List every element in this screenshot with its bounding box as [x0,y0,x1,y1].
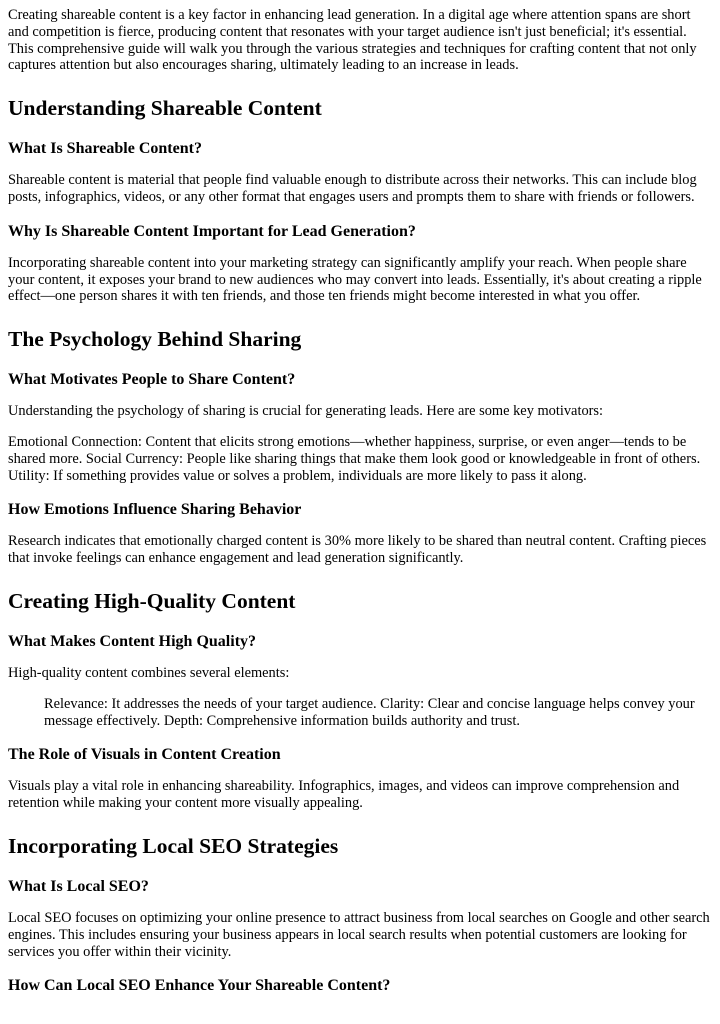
subsection-heading: The Role of Visuals in Content Creation [8,746,281,764]
paragraph: Visuals play a vital role in enhancing shareability. Infographics, images, and videos can improve comprehension and retention while making your content more visually appealing. [8,778,680,812]
paragraph: High-quality content combines several elements: [8,664,290,681]
subsection-heading: What Motivates People to Share Content? [8,371,296,389]
quality-list-quote: Relevance: It addresses the needs of your target audience. Clarity: Clear and concise language helps convey your message effectively. Depth: Comprehensive information builds authority and trust. [44,695,695,729]
paragraph: Research indicates that emotionally charged content is 30% more likely to be shared than neutral content. Crafting pieces that invoke feelings can enhance engagement and lead generation significantly. [8,533,707,567]
subsection-heading: How Emotions Influence Sharing Behavior [8,501,302,519]
intro-paragraph: Creating shareable content is a key factor in enhancing lead generation. In a digital age where attention spans are short and competition is fierce, producing content that resonates with your target audience isn't just beneficial; it's essential. This comprehensive guide will walk you through the various strategies and techniques for crafting content that not only captures attention but also encourages sharing, ultimately leading to an increase in leads. [8,7,697,74]
section-heading: The Psychology Behind Sharing [8,327,302,352]
paragraph: Understanding the psychology of sharing is crucial for generating leads. Here are some key motivators: [8,403,604,420]
subsection-heading: How Can Local SEO Enhance Your Shareable Content? [8,977,391,995]
article [0,7,720,995]
subsection-heading: What Is Local SEO? [8,877,149,895]
subsection-heading: What Makes Content High Quality? [8,632,257,650]
section-heading: Incorporating Local SEO Strategies [8,833,339,858]
subsection-heading: Why Is Shareable Content Important for Lead Generation? [8,222,416,240]
paragraph: Local SEO focuses on optimizing your online presence to attract business from local searches on Google and other search engines. This includes ensuring your business appears in local search results when potential customers are looking for services you offer within their vicinity. [8,909,710,960]
paragraph: Shareable content is material that people find valuable enough to distribute across their networks. This can include blog posts, infographics, videos, or any other format that engages users and prompts them to share with friends or followers. [8,172,697,205]
section-heading: Understanding Shareable Content [8,96,322,121]
subsection-heading: What Is Shareable Content? [8,140,202,158]
section-heading: Creating High-Quality Content [8,588,296,613]
paragraph: Emotional Connection: Content that elicits strong emotions—whether happiness, surprise, or even anger—tends to be shared more. Social Currency: People like sharing things that make them look good or knowledgeable in front of others. Utility: If something provides value or solves a problem, individuals are more likely to pass it along. [8,433,701,484]
paragraph: Incorporating shareable content into your marketing strategy can significantly amplify your reach. When people share your content, it exposes your brand to new audiences who may convert into leads. Essentially, it's about creating a ripple effect—one person shares it with ten friends, and those ten friends might become interested in what you offer. [8,254,702,305]
